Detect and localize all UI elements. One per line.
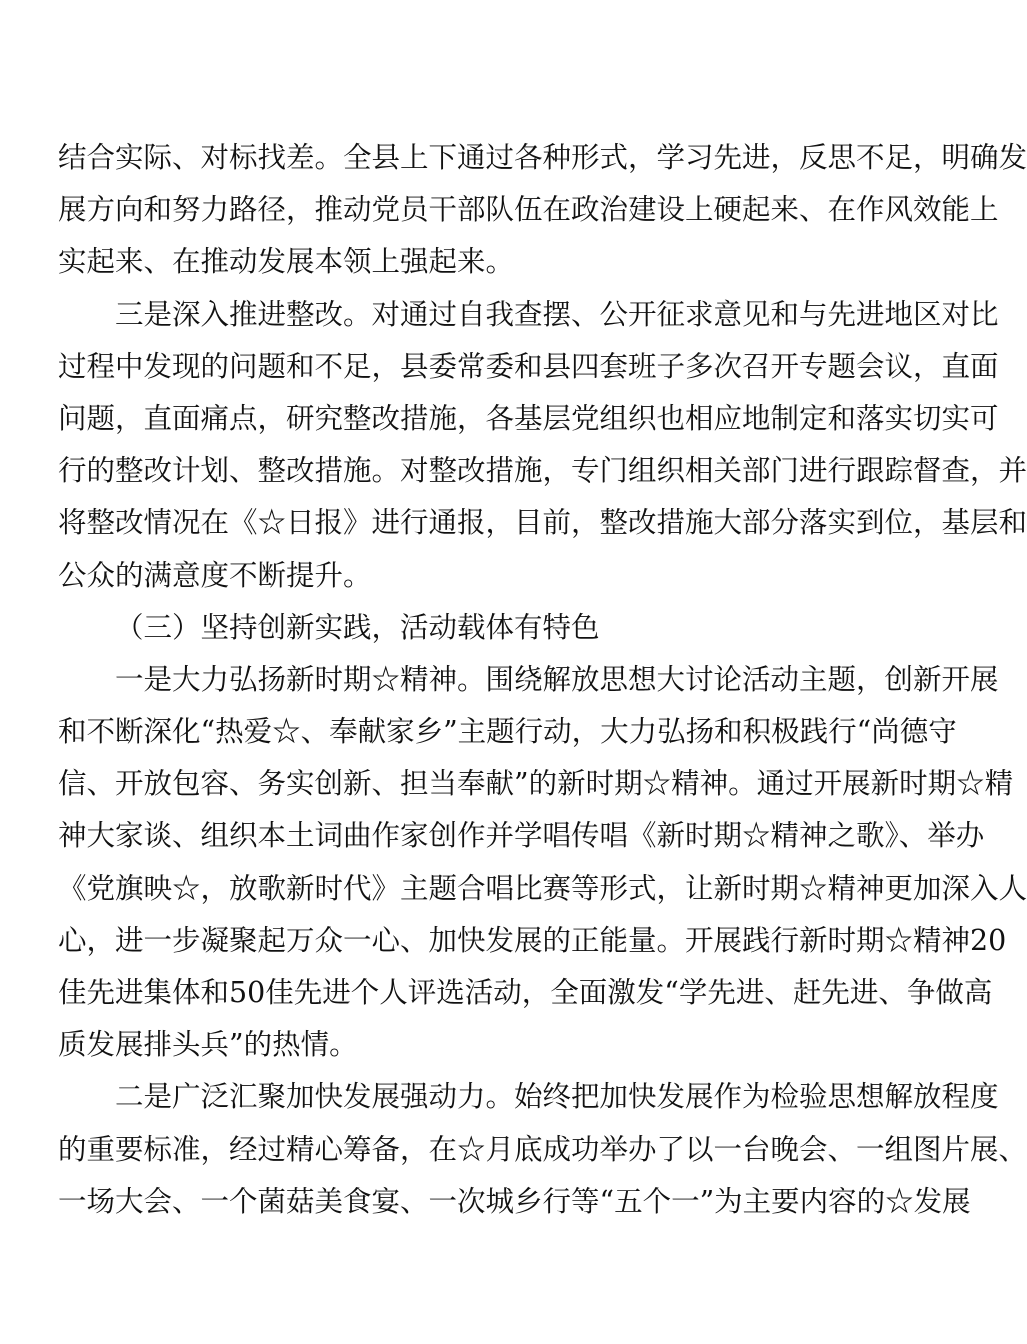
text-line: 神大家谈、组织本土词曲作家创作并学唱传唱《新时期☆精神之歌》、举办 — [58, 819, 985, 853]
text-line: 实起来、在推动发展本领上强起来。 — [58, 245, 515, 279]
text-line: 二是广泛汇聚加快发展强动力。始终把加快发展作为检验思想解放程度 — [115, 1080, 999, 1114]
text-line: 结合实际、对标找差。全县上下通过各种形式，学习先进，反思不足，明确发 — [58, 141, 1027, 174]
text-line: 信、开放包容、务实创新、担当奉献”的新时期☆精神。通过开展新时期☆精 — [58, 767, 1014, 801]
text-line: 展方向和努力路径，推动党员干部队伍在政治建设上硬起来、在作风效能上 — [58, 193, 999, 227]
text-line: 质发展排头兵”的热情。 — [58, 1028, 358, 1062]
text-line: 和不断深化“热爱☆、奉献家乡”主题行动，大力弘扬和积极践行“尚德守 — [58, 715, 957, 749]
text-line: 三是深入推进整改。对通过自我查摆、公开征求意见和与先进地区对比 — [115, 297, 999, 331]
text-line: 过程中发现的问题和不足，县委常委和县四套班子多次召开专题会议，直面 — [58, 349, 999, 383]
text-line: 问题，直面痛点，研究整改措施，各基层党组织也相应地制定和落实切实可 — [58, 401, 999, 435]
text-line: 的重要标准，经过精心筹备，在☆月底成功举办了以一台晚会、一组图片展、 — [58, 1132, 1027, 1166]
text-line: 《党旗映☆，放歌新时代》主题合唱比赛等形式，让新时期☆精神更加深入人 — [58, 871, 1027, 905]
text-line: 行的整改计划、整改措施。对整改措施，专门组织相关部门进行跟踪督查，并 — [58, 454, 1027, 488]
section-heading: （三）坚持创新实践，活动载体有特色 — [115, 610, 600, 644]
text-line: 将整改情况在《☆日报》进行通报，目前，整改措施大部分落实到位，基层和 — [58, 506, 1027, 540]
text-line: 心，进一步凝聚起万众一心、加快发展的正能量。开展践行新时期☆精神20 — [58, 923, 1007, 957]
text-line: 公众的满意度不断提升。 — [58, 558, 372, 592]
text-line: 一场大会、一个菌菇美食宴、一次城乡行等“五个一”为主要内容的☆发展 — [58, 1184, 971, 1218]
document-body — [58, 132, 1027, 1228]
text-line: 一是大力弘扬新时期☆精神。围绕解放思想大讨论活动主题，创新开展 — [115, 662, 999, 696]
text-line: 佳先进集体和50佳先进个人评选活动，全面激发“学先进、赶先进、争做高 — [58, 976, 993, 1009]
